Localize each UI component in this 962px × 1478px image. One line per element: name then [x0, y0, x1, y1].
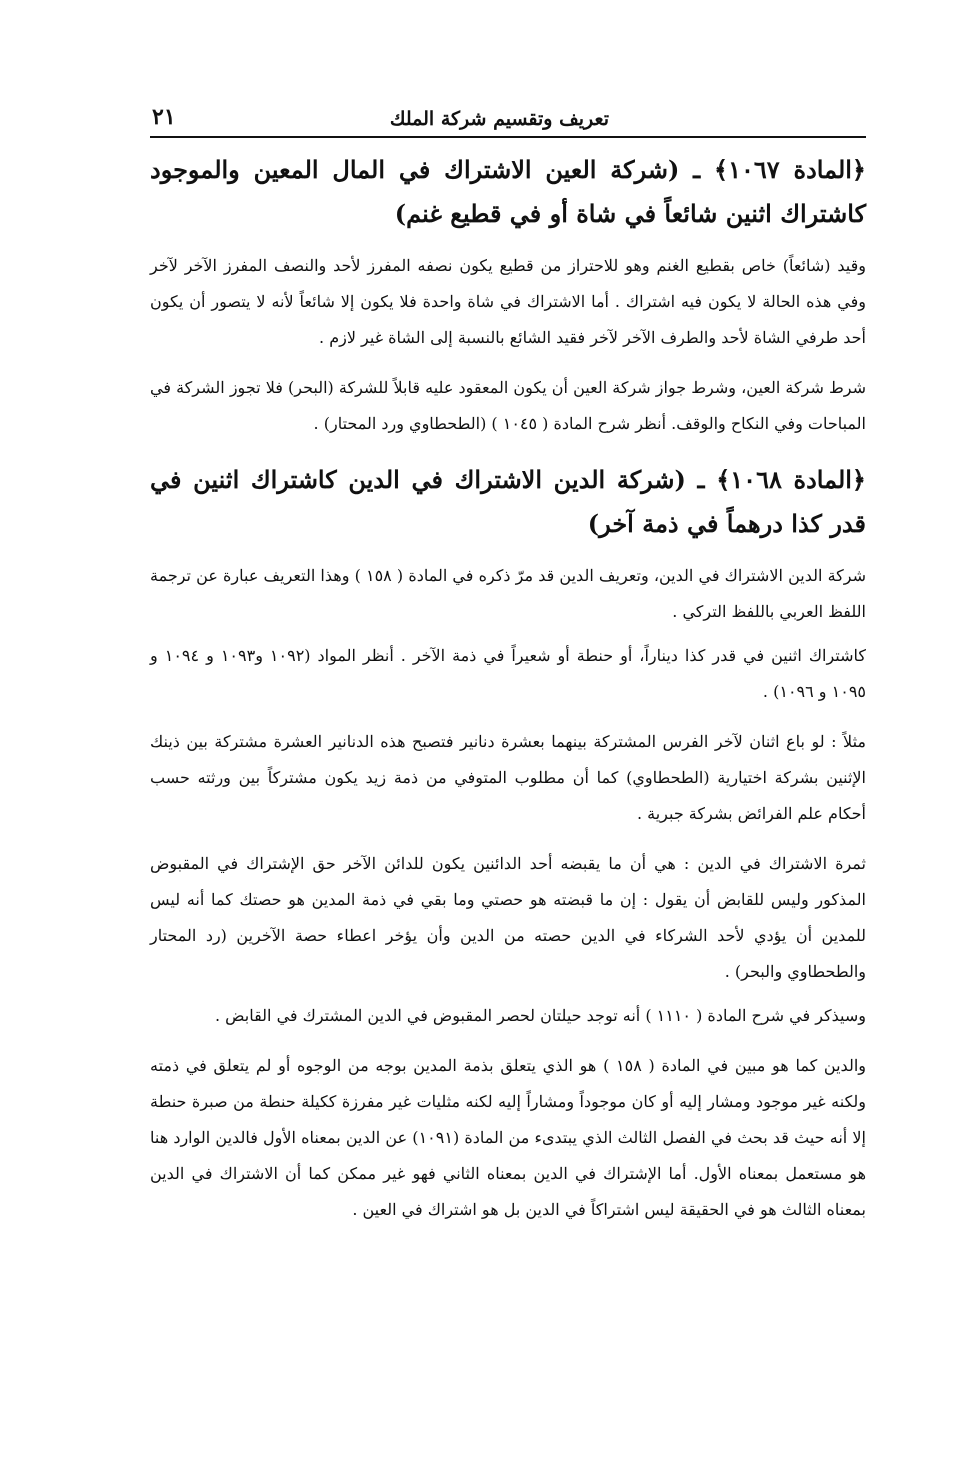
- page-number: ٢١: [152, 104, 176, 130]
- article-heading: ﴿المادة ١٠٦٨﴾ ـ (شركة الدين الاشتراك في الدين كاشتراك اثنين في قدر كذا درهماً في ذمة آخر): [150, 465, 866, 538]
- paragraph: شرط شركة العين، وشرط جواز شركة العين أن يكون المعقود عليه قابلاً للشركة (البحر) فلا تجوز الشركة في المباحات وفي النكاح والوقف. أنظر شرح المادة ( ١٠٤٥ ) (الطحطاوي ورد المحتار) .: [150, 378, 866, 433]
- paragraph: وقيد (شائعاً) خاص بقطيع الغنم وهو للاحتراز من قطيع يكون نصفه المفرز لأحد والنصف المفرز الآخر لآخر وفي هذه الحالة لا يكون فيه اشتراك . أما الاشتراك في شاة واحدة فلا يكون إلا شائعاً لأنه لا يتصور أن يكون أحد طرفي الشاة لأحد والطرف الآخر لآخر فقيد الشائع بالنسبة إلى الشاة غير لازم .: [150, 256, 866, 347]
- paragraph: وسيذكر في شرح المادة ( ١١١٠ ) أنه توجد حيلتان لحصر المقبوض في الدين المشترك في القابض .: [214, 1006, 866, 1025]
- running-title: تعريف وتقسيم شركة الملك: [389, 108, 609, 130]
- article-1067: [150, 148, 866, 442]
- article-1068: [150, 458, 866, 1228]
- paragraph: شركة الدين الاشتراك في الدين، وتعريف الدين قد مرّ ذكره في المادة ( ١٥٨ ) وهذا التعريف عبارة عن ترجمة اللفظ العربي باللفظ التركي .: [150, 566, 866, 621]
- running-header: [150, 98, 866, 138]
- paragraph: مثلاً : لو باع اثنان لآخر الفرس المشتركة بينهما بعشرة دنانير فتصبح هذه الدنانير العشرة مشتركة بين ذينك الإثنين بشركة اختيارية (الطحطاوي) كما أن مطلوب المتوفي من ذمة زيد يكون مشتركاً بين ورثته حسب أحكام علم الفرائض بشركة جبرية .: [150, 732, 867, 823]
- paragraph: كاشتراك اثنين في قدر كذا ديناراً، أو حنطة أو شعيراً في ذمة الآخر . أنظر المواد (١٠٩٢ و١٠٩٣ و ١٠٩٤ و ١٠٩٥ و ١٠٩٦) .: [150, 646, 867, 701]
- paragraph: ثمرة الاشتراك في الدين : هي أن ما يقبضه أحد الدائنين يكون للدائن الآخر حق الإشتراك في المقبوض المذكور وليس للقابض أن يقول : إن ما قبضته هو حصتي وما بقي في ذمة المدين هو حصتك كما أنه ليس للمدين أن يؤدي لأحد الشركاء في الدين حصته من الدين وأن يؤخر اعطاء حصة الآخرين (رد المحتار والطحطاوي والبحر) .: [150, 854, 867, 981]
- paragraph: والدين كما هو مبين في المادة ( ١٥٨ ) هو الذي يتعلق بذمة المدين بوجه من الوجوه أو لم يتعلق في ذمته ولكنه غير موجود ومشار إليه أو كان موجوداً ومشاراً إليه لكنه مثليات غير مفرزة ككيلة حنطة من صبرة حنطة إلا أنه حيث قد بحث في الفصل الثالث الذي يبتدىء من المادة (١٠٩١) عن الدين بمعناه الأول فالدين الوارد هنا هو مستعمل بمعناه الأول. أما الإشتراك في الدين بمعناه الثاني فهو غير ممكن كما أن الاشتراك في الدين بمعناه الثالث هو في الحقيقة ليس اشتراكاً في الدين بل هو اشتراك في العين .: [150, 1056, 866, 1219]
- article-heading: ﴿المادة ١٠٦٧﴾ ـ (شركة العين الاشتراك في المال المعين والموجود كاشتراك اثنين شائعاً في شاة أو في قطيع غنم): [150, 155, 866, 228]
